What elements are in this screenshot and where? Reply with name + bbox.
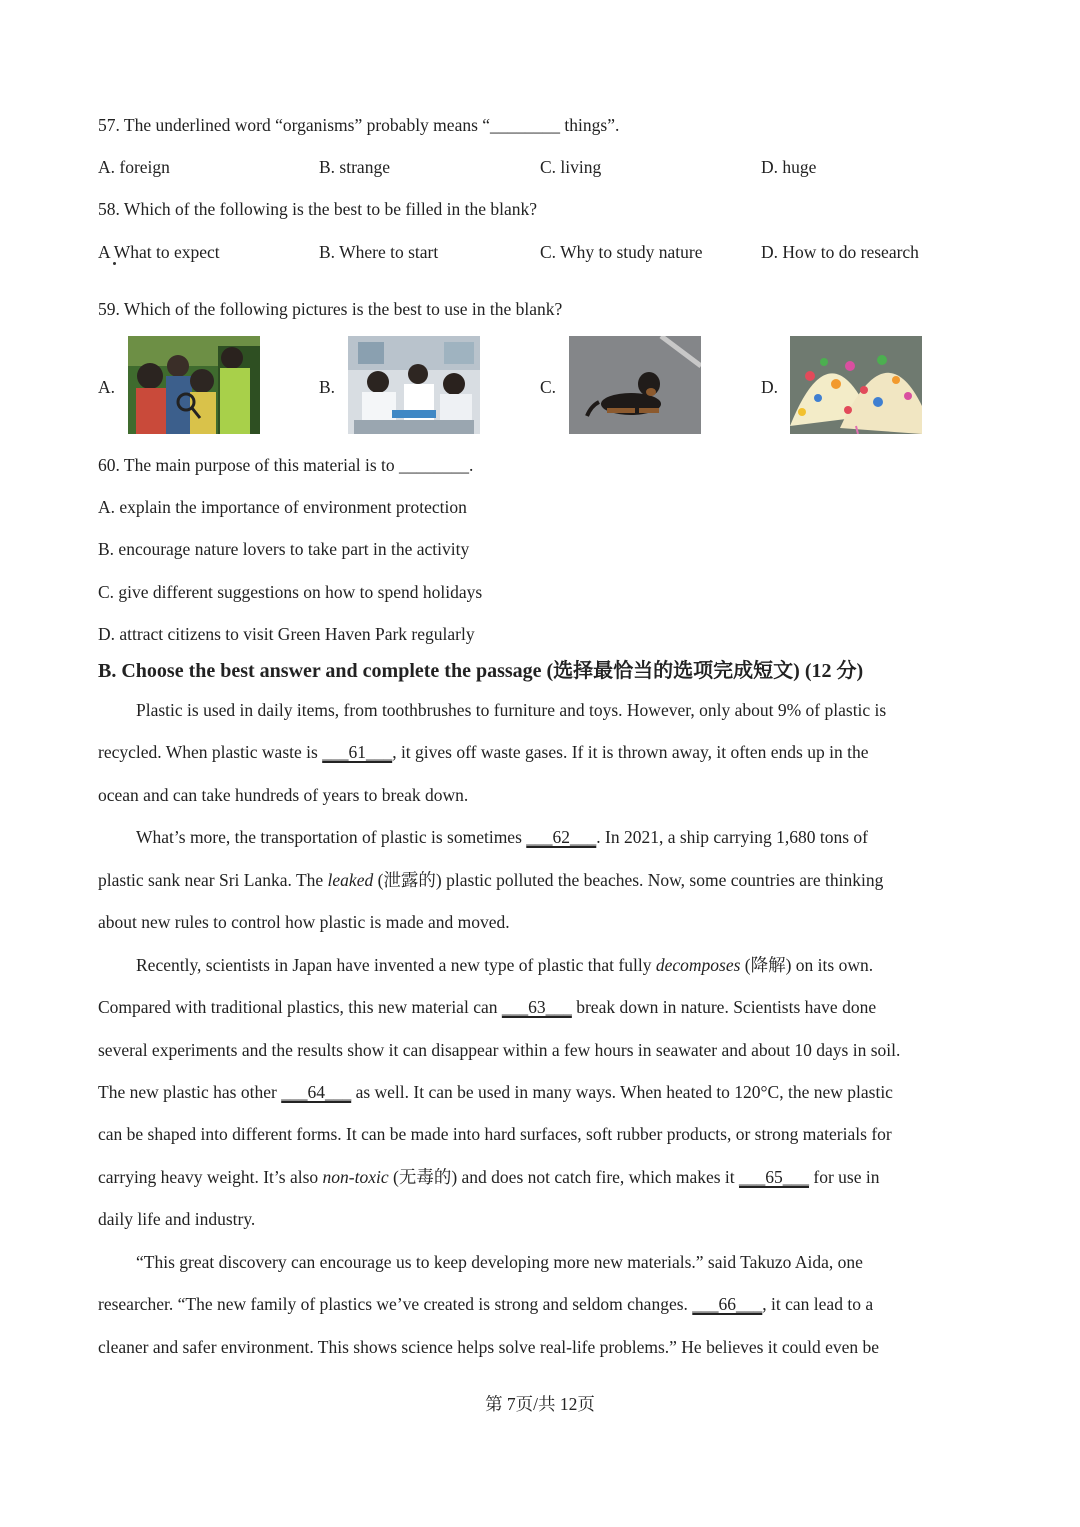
blank-61: ___61___ (322, 742, 393, 762)
stray-dot (113, 262, 116, 265)
q60-option-c: C. give different suggestions on how to spend holidays (98, 582, 483, 602)
p3-line6: carrying heavy weight. It’s also non-toxic (无毒的) and does not catch fire, which makes it ___65___ for use in (98, 1167, 880, 1187)
blank-65: ___65___ (739, 1167, 810, 1187)
photo-puppy-on-road (569, 336, 701, 434)
q58-option-a: A What to expect (98, 242, 220, 262)
p3-line1: Recently, scientists in Japan have invented a new type of plastic that fully decomposes (降解) on its own. (136, 955, 874, 975)
q58-option-d: D. How to do research (761, 242, 919, 262)
p2-line3: about new rules to control how plastic is made and moved. (98, 912, 510, 932)
page-number: 第 7页/共 12页 (485, 1394, 595, 1414)
q57-stem: 57. The underlined word “organisms” probably means “________ things”. (98, 115, 620, 135)
q58-option-b: B. Where to start (319, 242, 439, 262)
p3-line5: can be shaped into different forms. It can be made into hard surfaces, soft rubber products, or strong materials for (98, 1124, 892, 1144)
q57-option-c: C. living (540, 157, 602, 177)
p1-line1: Plastic is used in daily items, from toothbrushes to furniture and toys. However, only about 9% of plastic is (136, 700, 887, 720)
p2-line1: What’s more, the transportation of plastic is sometimes ___62___. In 2021, a ship carrying 1,680 tons of (136, 827, 868, 847)
blank-63: ___63___ (501, 997, 572, 1017)
p2-line2: plastic sank near Sri Lanka. The leaked (泄露的) plastic polluted the beaches. Now, some countries are thinking (98, 870, 884, 890)
q58-option-c: C. Why to study nature (540, 242, 703, 262)
q60-option-b: B. encourage nature lovers to take part in the activity (98, 539, 470, 559)
p1-line2: recycled. When plastic waste is ___61___, it gives off waste gases. If it is thrown away, it often ends up in the (98, 742, 869, 762)
blank-66: ___66___ (692, 1294, 763, 1314)
q60-stem: 60. The main purpose of this material is to ________. (98, 455, 474, 475)
q59-label-a: A. (98, 377, 116, 397)
photo-lab-researchers (348, 336, 480, 434)
blank-64: ___64___ (281, 1082, 352, 1102)
p3-line4: The new plastic has other ___64___ as well. It can be used in many ways. When heated to 120°C, the new plastic (98, 1082, 893, 1102)
photo-polka-dot-umbrellas (790, 336, 922, 434)
q57-option-d: D. huge (761, 157, 817, 177)
p3-line7: daily life and industry. (98, 1209, 256, 1229)
p4-line2: researcher. “The new family of plastics we’ve created is strong and seldom changes. ___66___, it can lead to a (98, 1294, 874, 1314)
q57-option-b: B. strange (319, 157, 390, 177)
section-b-heading: B. Choose the best answer and complete the passage (选择最恰当的选项完成短文) (12 分) (98, 660, 864, 682)
photo-children-magnifying-glass (128, 336, 260, 434)
q59-label-b: B. (319, 377, 336, 397)
p3-line3: several experiments and the results show it can disappear within a few hours in seawater and about 10 days in soil. (98, 1040, 901, 1060)
p4-line3: cleaner and safer environment. This shows science helps solve real-life problems.” He believes it could even be (98, 1337, 880, 1357)
p3-line2: Compared with traditional plastics, this new material can ___63___ break down in nature. Scientists have done (98, 997, 877, 1017)
q59-label-d: D. (761, 377, 779, 397)
q57-option-a: A. foreign (98, 157, 170, 177)
blank-62: ___62___ (526, 827, 597, 847)
q59-label-c: C. (540, 377, 557, 397)
q60-option-d: D. attract citizens to visit Green Haven Park regularly (98, 624, 475, 644)
p1-line3: ocean and can take hundreds of years to break down. (98, 785, 469, 805)
q58-stem: 58. Which of the following is the best to be filled in the blank? (98, 199, 538, 219)
q59-stem: 59. Which of the following pictures is the best to use in the blank? (98, 299, 563, 319)
q60-option-a: A. explain the importance of environment protection (98, 497, 467, 517)
p4-line1: “This great discovery can encourage us to keep developing more new materials.” said Takuzo Aida, one (136, 1252, 863, 1272)
